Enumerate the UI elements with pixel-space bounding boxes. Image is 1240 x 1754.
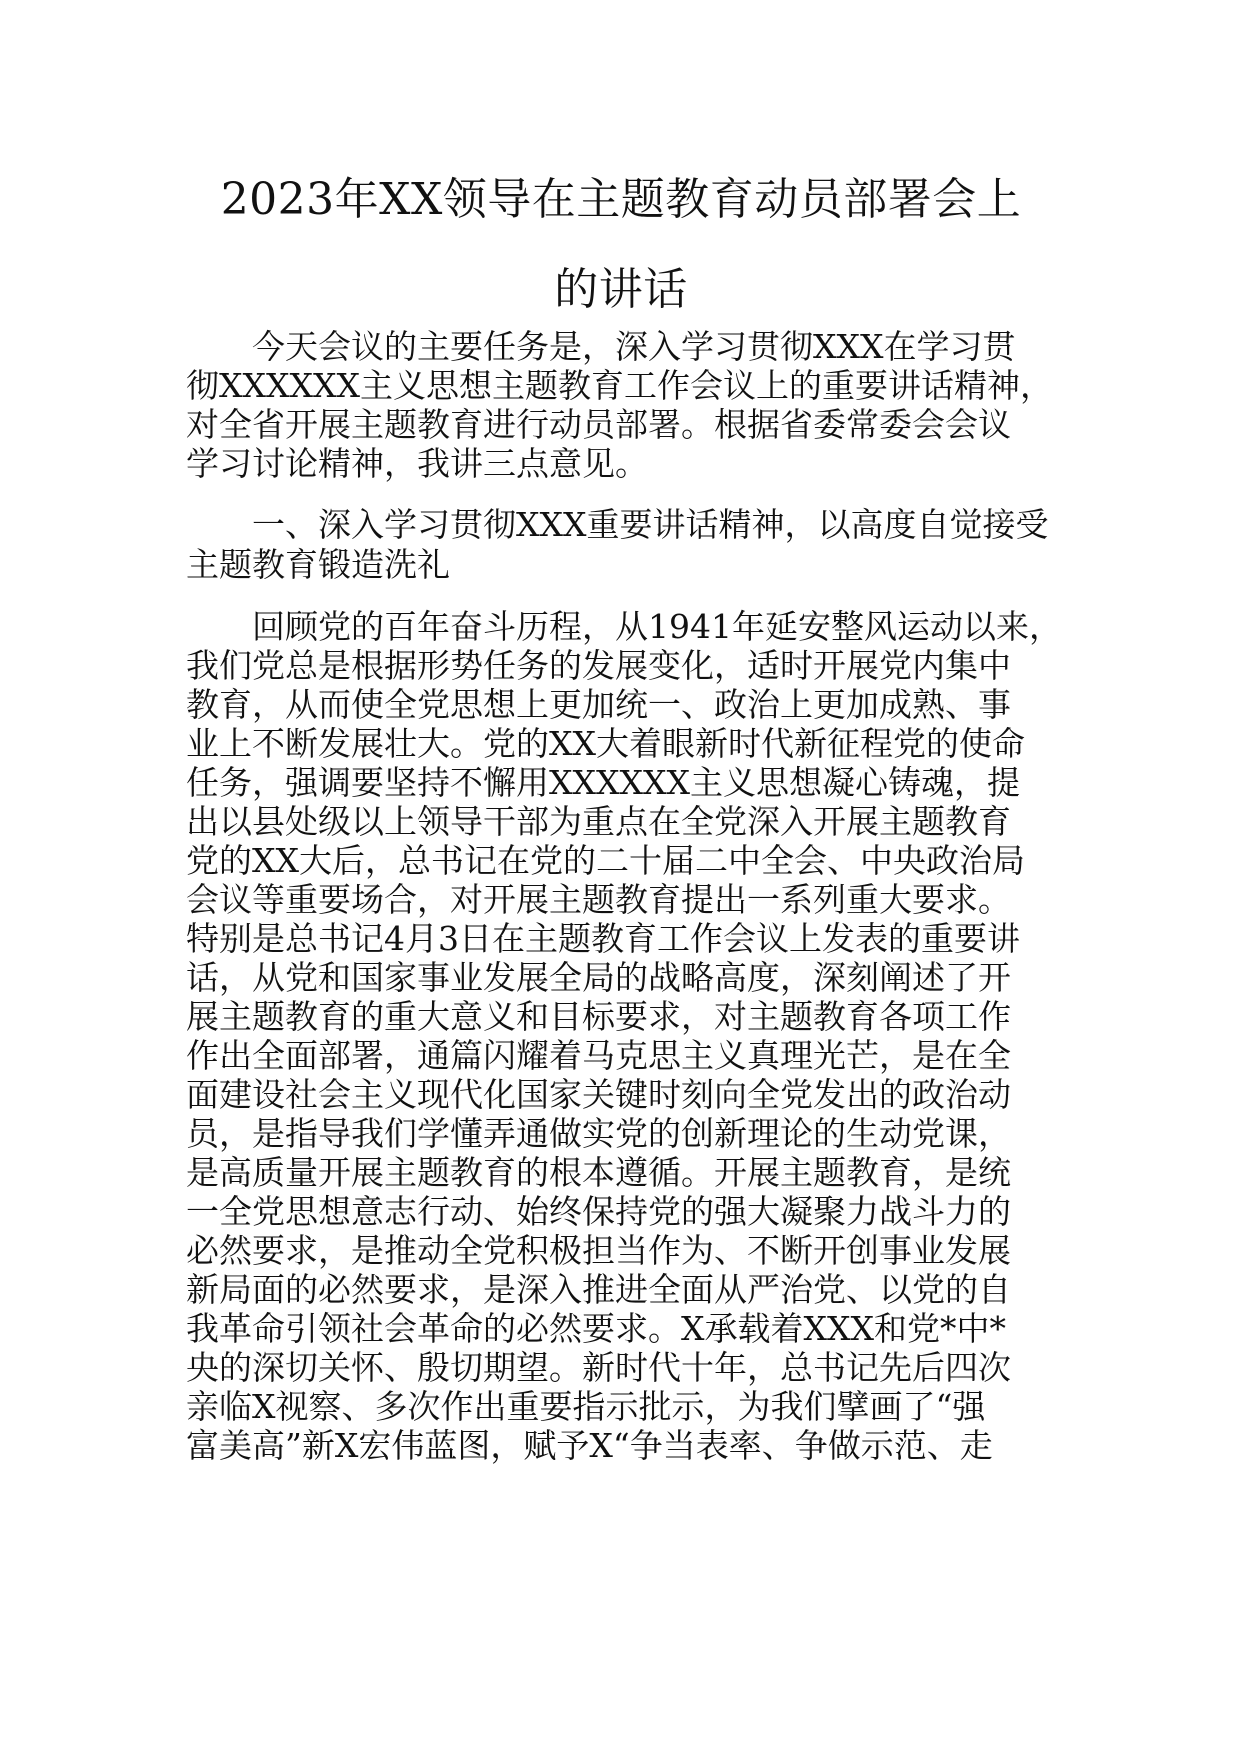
body-line: 面建设社会主义现代化国家关键时刻向全党发出的政治动 <box>186 1075 1011 1114</box>
body-line: 业上不断发展壮大。党的XX大着眼新时代新征程党的使命 <box>186 724 1025 763</box>
body-line: 党的XX大后，总书记在党的二十届二中全会、中央政治局 <box>186 841 1025 880</box>
body-line: 员，是指导我们学懂弄通做实党的创新理论的生动党课， <box>186 1114 1011 1153</box>
document-title-line-1: 2023年XX领导在主题教育动员部署会上 <box>220 174 1022 225</box>
body-line: 出以县处级以上领导干部为重点在全党深入开展主题教育 <box>186 802 1011 841</box>
body-line: 学习讨论精神，我讲三点意见。 <box>186 444 648 483</box>
body-line: 彻XXXXXX主义思想主题教育工作会议上的重要讲话精神， <box>186 366 1053 405</box>
section-heading-line: 一、深入学习贯彻XXX重要讲话精神，以高度自觉接受 <box>252 505 1049 544</box>
body-line: 是高质量开展主题教育的根本遵循。开展主题教育，是统 <box>186 1153 1011 1192</box>
body-line: 必然要求，是推动全党积极担当作为、不断开创事业发展 <box>186 1231 1011 1270</box>
body-line: 教育，从而使全党思想上更加统一、政治上更加成熟、事 <box>186 685 1011 724</box>
body-line: 我们党总是根据形势任务的发展变化，适时开展党内集中 <box>186 646 1011 685</box>
body-line: 任务，强调要坚持不懈用XXXXXX主义思想凝心铸魂，提 <box>186 763 1020 802</box>
body-line: 今天会议的主要任务是，深入学习贯彻XXX在学习贯 <box>252 327 1016 366</box>
body-line: 亲临X视察、多次作出重要指示批示，为我们擘画了“强 <box>186 1387 986 1426</box>
body-line: 会议等重要场合，对开展主题教育提出一系列重大要求。 <box>186 880 1011 919</box>
body-line: 特别是总书记4月3日在主题教育工作会议上发表的重要讲 <box>186 919 1020 958</box>
body-line: 展主题教育的重大意义和目标要求，对主题教育各项工作 <box>186 997 1011 1036</box>
body-line: 话，从党和国家事业发展全局的战略高度，深刻阐述了开 <box>186 958 1011 997</box>
body-line: 一全党思想意志行动、始终保持党的强大凝聚力战斗力的 <box>186 1192 1011 1231</box>
section-heading-line: 主题教育锻造洗礼 <box>186 545 450 584</box>
body-line: 作出全面部署，通篇闪耀着马克思主义真理光芒，是在全 <box>186 1036 1011 1075</box>
body-line: 新局面的必然要求，是深入推进全面从严治党、以党的自 <box>186 1270 1011 1309</box>
body-line: 回顾党的百年奋斗历程，从1941年延安整风运动以来， <box>252 607 1062 646</box>
document-title-line-2: 的讲话 <box>554 264 688 315</box>
body-line: 富美高”新X宏伟蓝图，赋予X“争当表率、争做示范、走 <box>186 1426 993 1465</box>
body-line: 央的深切关怀、殷切期望。新时代十年，总书记先后四次 <box>186 1348 1011 1387</box>
body-line: 我革命引领社会革命的必然要求。X承载着XXX和党*中* <box>186 1309 1006 1348</box>
body-line: 对全省开展主题教育进行动员部署。根据省委常委会会议 <box>186 405 1011 444</box>
